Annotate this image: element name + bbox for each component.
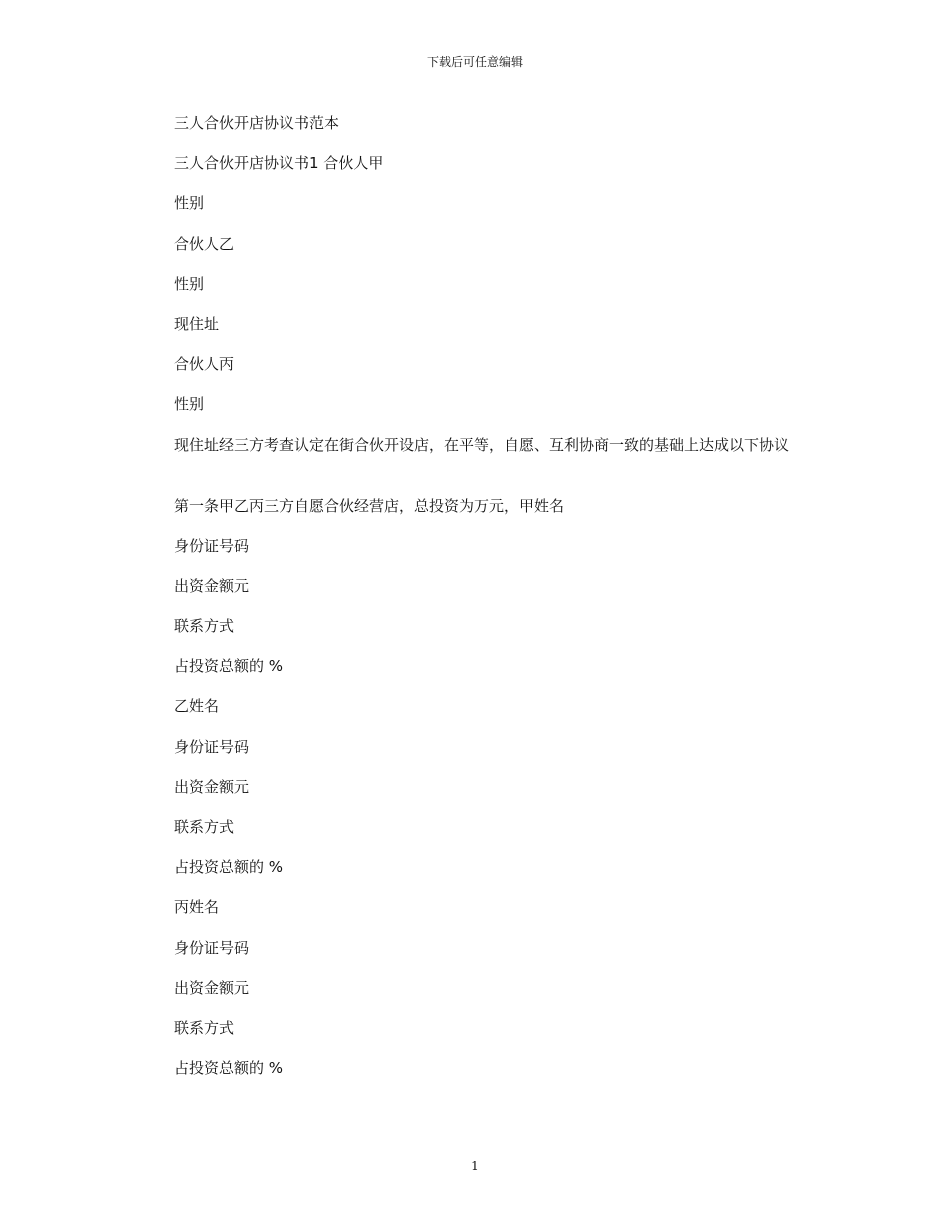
document-title: 三人合伙开店协议书范本 bbox=[174, 114, 340, 132]
document-body bbox=[142, 113, 822, 1098]
paragraph: 联系方式 bbox=[174, 617, 235, 636]
paragraph: 第一条甲乙丙三方自愿合伙经营店，总投资为万元，甲姓名 bbox=[174, 496, 565, 515]
paragraph: 占投资总额的 % bbox=[174, 858, 284, 877]
page-number: 1 bbox=[471, 1159, 479, 1173]
paragraph: 身份证号码 bbox=[174, 737, 250, 756]
paragraph: 性别 bbox=[174, 395, 205, 414]
paragraph: 现住址经三方考查认定在街合伙开设店，在平等，自愿、互利协商一致的基础上达成以下协议 bbox=[174, 435, 790, 454]
paragraph: 现住址 bbox=[174, 314, 220, 333]
paragraph: 出资金额元 bbox=[174, 576, 250, 595]
paragraph: 三人合伙开店协议书1 合伙人甲 bbox=[174, 154, 384, 173]
paragraph: 合伙人乙 bbox=[174, 234, 235, 253]
paragraph: 丙姓名 bbox=[174, 898, 220, 917]
paragraph: 占投资总额的 % bbox=[174, 657, 284, 676]
paragraph: 联系方式 bbox=[174, 818, 235, 836]
paragraph: 占投资总额的 % bbox=[174, 1059, 284, 1078]
page-header: 下载后可任意编辑 bbox=[426, 55, 523, 69]
paragraph: 性别 bbox=[174, 194, 205, 213]
paragraph: 出资金额元 bbox=[174, 777, 250, 796]
paragraph: 身份证号码 bbox=[174, 536, 250, 555]
paragraph: 联系方式 bbox=[174, 1018, 235, 1037]
paragraph: 身份证号码 bbox=[174, 938, 250, 957]
paragraph: 性别 bbox=[174, 274, 205, 293]
paragraph: 合伙人丙 bbox=[174, 355, 235, 374]
paragraph: 出资金额元 bbox=[174, 978, 250, 997]
paragraph: 乙姓名 bbox=[174, 697, 220, 716]
